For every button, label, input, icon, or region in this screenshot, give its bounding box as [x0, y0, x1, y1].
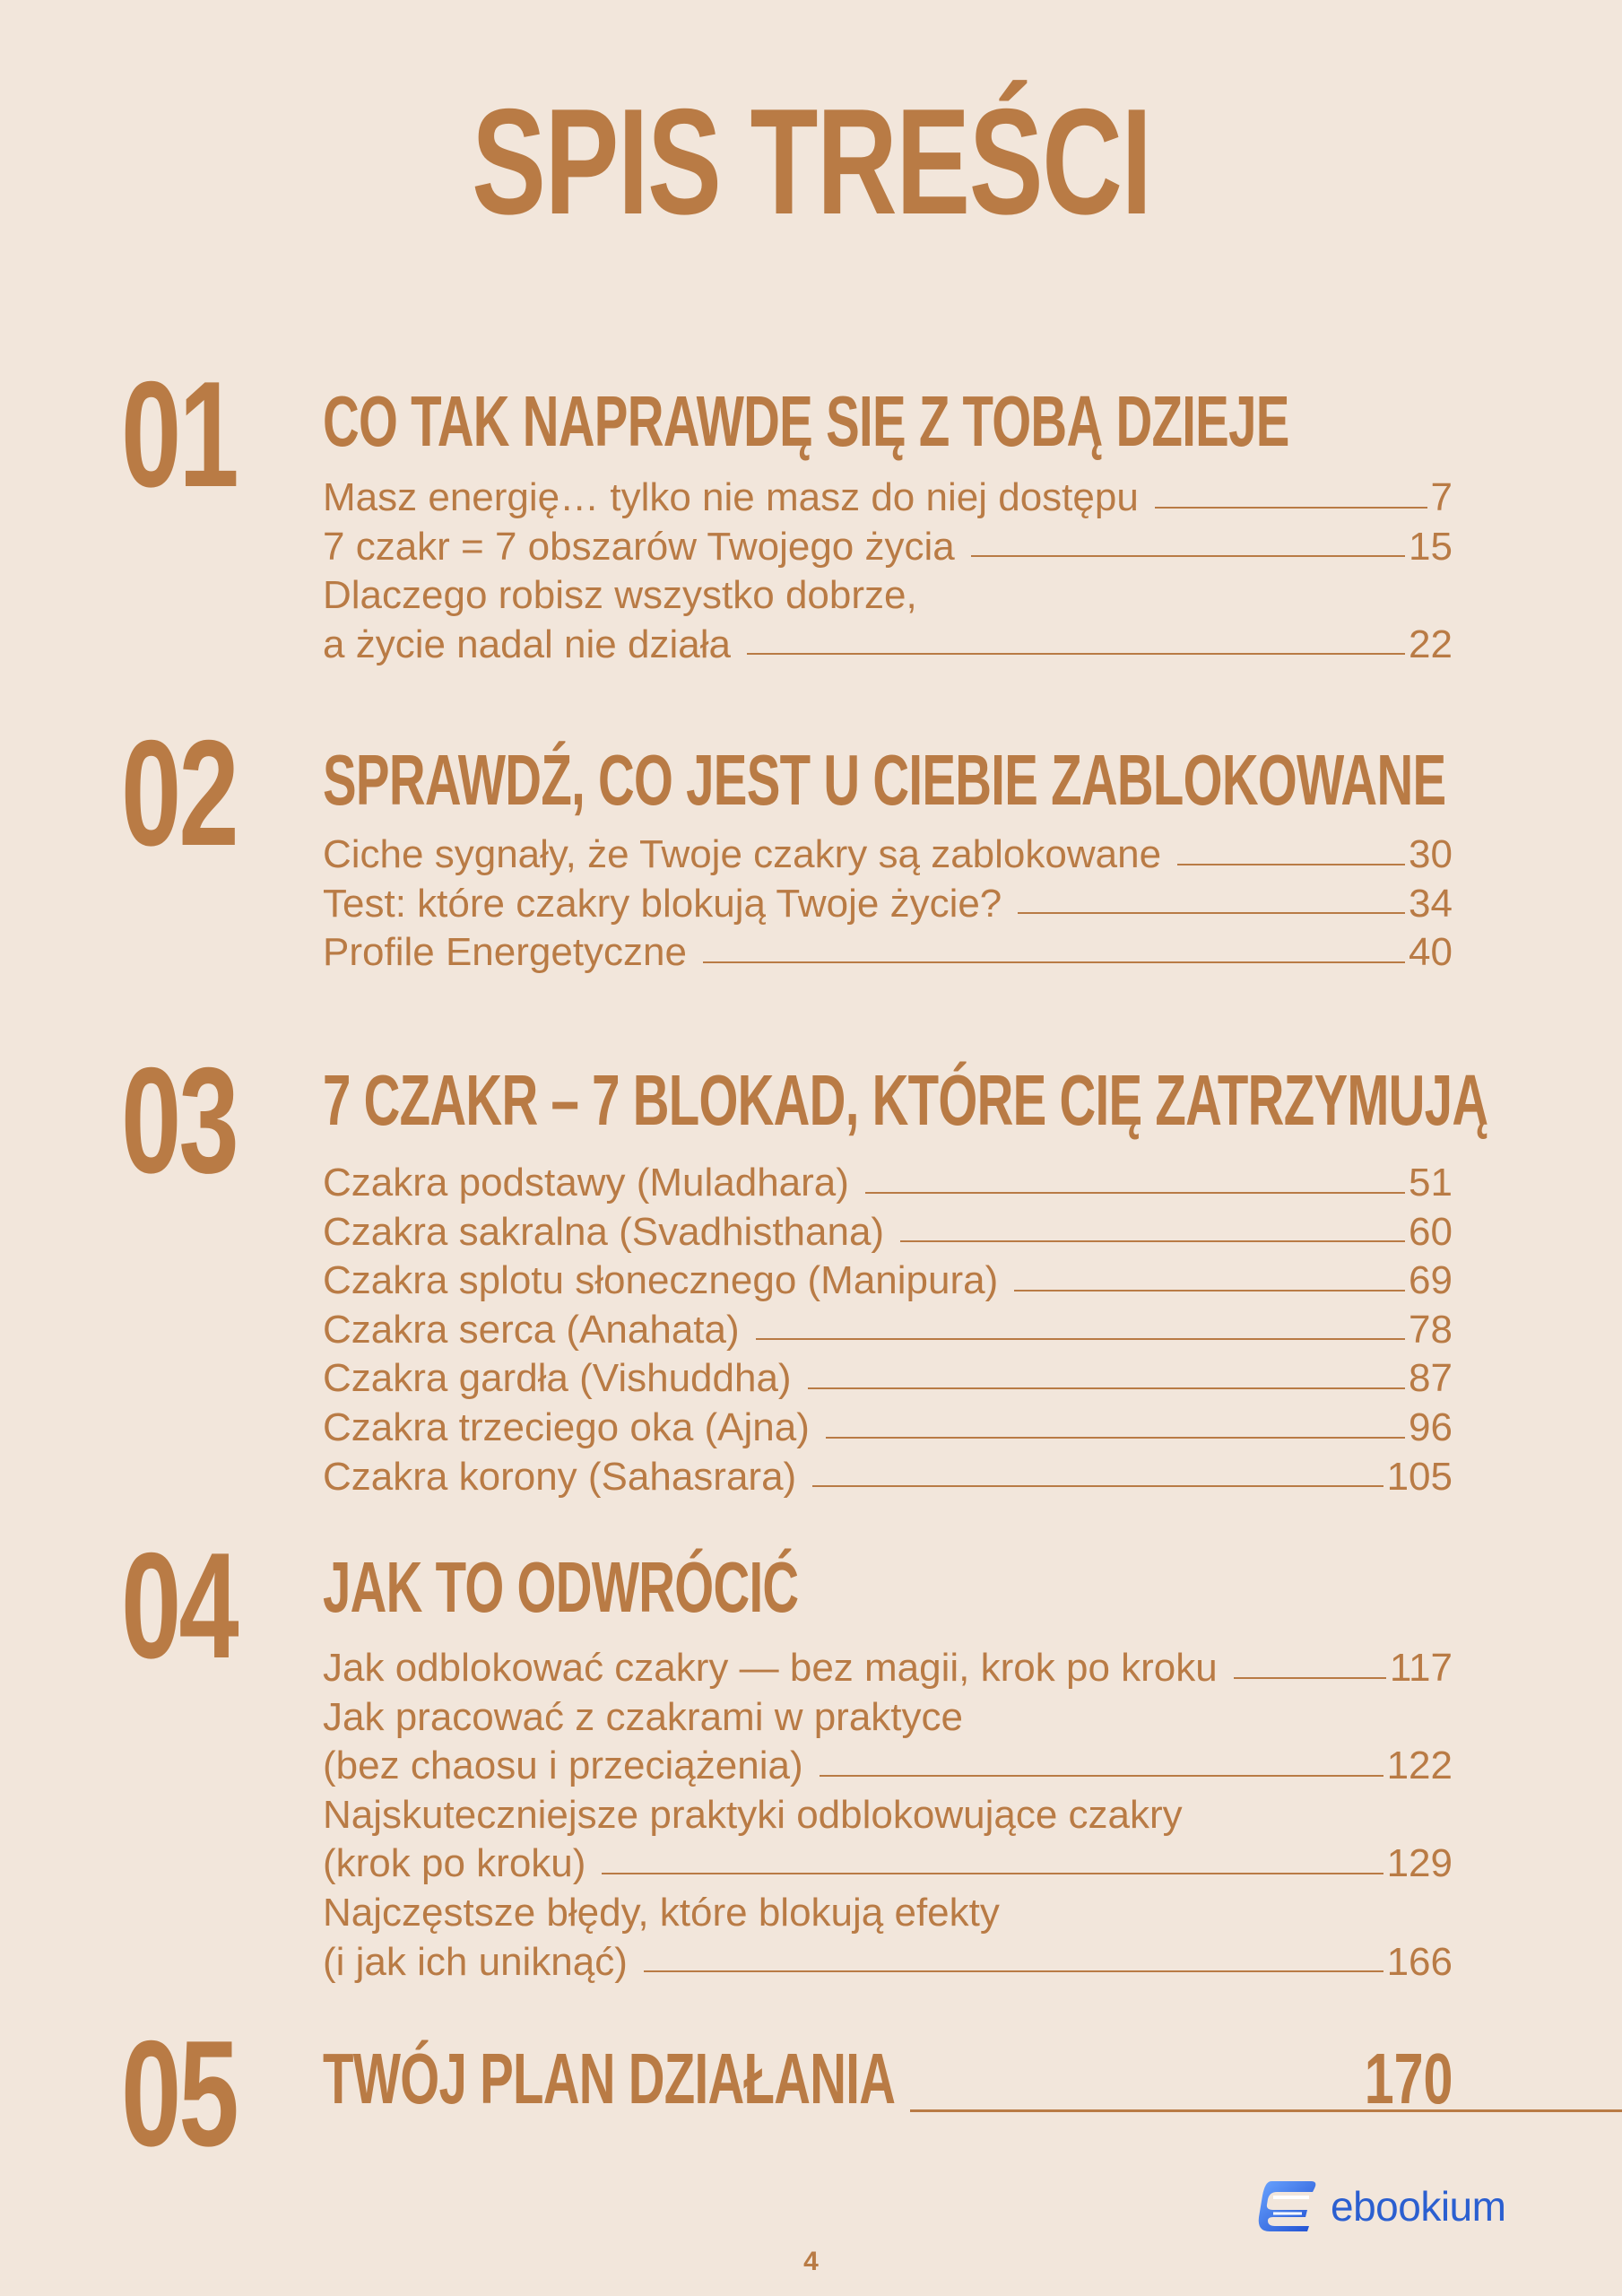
- page-ref: 122: [1386, 1744, 1453, 1788]
- toc-entry-text: 7 czakr = 7 obszarów Twojego życia: [323, 524, 955, 569]
- toc-entry-text: Czakra trzeciego oka (Ajna): [323, 1405, 810, 1449]
- toc-entry-line: [323, 1159, 1453, 1208]
- toc-entry-text: (i jak ich uniknąć): [323, 1939, 628, 1984]
- ebookium-logo-icon: [1255, 2178, 1323, 2235]
- brand-logo: [1255, 2175, 1505, 2238]
- page-ref: 78: [1409, 1307, 1453, 1352]
- toc-entry-line: [323, 831, 1453, 880]
- section-entries: [323, 474, 1453, 669]
- page-number: 4: [803, 2247, 819, 2276]
- toc-entry: [323, 571, 1453, 669]
- dotted-leader: [602, 1873, 1383, 1874]
- toc-entry-line: [323, 1791, 1453, 1840]
- page-ref: 170: [1364, 2039, 1453, 2118]
- dotted-leader: [971, 555, 1405, 557]
- toc-entry-line: [323, 474, 1453, 523]
- dotted-leader: [820, 1775, 1383, 1777]
- dotted-leader: [808, 1387, 1405, 1389]
- page-ref: 40: [1409, 930, 1453, 975]
- toc-entry-line: [323, 571, 1453, 621]
- toc-entry-text: Jak pracować z czakrami w praktyce: [323, 1694, 963, 1739]
- section-entries: [323, 1159, 1453, 1501]
- dotted-leader: [900, 1240, 1405, 1242]
- toc-entry: [323, 1791, 1453, 1889]
- toc-entry-line: [323, 1257, 1453, 1306]
- toc-entry-text: Czakra splotu słonecznego (Manipura): [323, 1258, 999, 1303]
- brand-name: ebookium: [1331, 2183, 1506, 2230]
- toc-entry-text: Jak odblokować czakry — bez magii, krok po kroku: [323, 1646, 1218, 1690]
- section-title: SPRAWDŹ, CO JEST U CIEBIE ZABLOKOWANE: [323, 740, 1446, 820]
- toc-entry: [323, 1453, 1453, 1502]
- page-ref: 34: [1409, 881, 1453, 926]
- toc-entry-line: [323, 1306, 1453, 1355]
- toc-entry-line: [323, 1938, 1453, 1987]
- page-ref: 22: [1409, 622, 1453, 666]
- toc-entry-text: Najczęstsze błędy, które blokują efekty: [323, 1890, 1000, 1935]
- toc-entry-text: Czakra podstawy (Muladhara): [323, 1161, 849, 1205]
- dotted-leader: [756, 1338, 1405, 1340]
- page-ref: 60: [1409, 1209, 1453, 1254]
- section-entries: [323, 831, 1453, 978]
- toc-entry-text: Profile Energetyczne: [323, 930, 687, 975]
- toc-entry-line: [323, 1644, 1453, 1693]
- dotted-leader: [812, 1485, 1383, 1487]
- toc-entry-line: [323, 1889, 1453, 1938]
- toc-entry-text: Najskuteczniejsze praktyki odblokowujące czakry: [323, 1792, 1183, 1837]
- toc-entry-text: Czakra gardła (Vishuddha): [323, 1356, 792, 1401]
- dotted-leader: [910, 2109, 1622, 2112]
- toc-entry-line: [323, 1693, 1453, 1743]
- toc-entry: [323, 1889, 1453, 1987]
- dotted-leader: [703, 961, 1405, 963]
- page-title: SPIS TREŚCI: [471, 77, 1151, 246]
- toc-entry-line: [323, 880, 1453, 929]
- toc-entry-text: (krok po kroku): [323, 1841, 586, 1886]
- page-ref: 117: [1389, 1646, 1453, 1690]
- page-ref: 30: [1409, 832, 1453, 876]
- page-ref: 166: [1386, 1939, 1453, 1984]
- toc-entry-text: Czakra korony (Sahasrara): [323, 1454, 797, 1499]
- section-number: 02: [121, 709, 237, 877]
- dotted-leader: [644, 1970, 1383, 1972]
- dotted-leader: [1014, 1290, 1405, 1292]
- page-ref: 96: [1409, 1405, 1453, 1449]
- toc-entry-text: a życie nadal nie działa: [323, 622, 731, 666]
- toc-entry-text: (bez chaosu i przeciążenia): [323, 1744, 803, 1788]
- toc-entry-line: [323, 928, 1453, 978]
- section-number: 01: [121, 350, 237, 518]
- toc-entry-text: Dlaczego robisz wszystko dobrze,: [323, 573, 917, 618]
- dotted-leader: [1018, 912, 1405, 914]
- section-title: CO TAK NAPRAWDĘ SIĘ Z TOBĄ DZIEJE: [323, 381, 1289, 461]
- section-title: 7 CZAKR – 7 BLOKAD, KTÓRE CIĘ ZATRZYMUJĄ: [323, 1060, 1488, 1140]
- toc-entry: [323, 1257, 1453, 1306]
- toc-entry-line: [323, 621, 1453, 670]
- toc-entry: [323, 928, 1453, 978]
- dotted-leader: [1155, 507, 1427, 509]
- section-title: JAK TO ODWRÓCIĆ: [323, 1547, 799, 1627]
- toc-entry: [323, 880, 1453, 929]
- final-section-row: [323, 2034, 1453, 2124]
- dotted-leader: [1177, 864, 1405, 865]
- toc-entry-line: [323, 1404, 1453, 1453]
- dotted-leader: [747, 653, 1405, 655]
- section-number: 04: [121, 1521, 237, 1690]
- toc-entry: [323, 523, 1453, 572]
- toc-entry-text: Czakra sakralna (Svadhisthana): [323, 1209, 885, 1254]
- toc-entry: [323, 1693, 1453, 1791]
- toc-entry-line: [323, 1208, 1453, 1257]
- page-ref: 87: [1409, 1356, 1453, 1401]
- page-ref: 51: [1409, 1161, 1453, 1205]
- section-title: TWÓJ PLAN DZIAŁANIA: [323, 2039, 896, 2118]
- toc-entry-line: [323, 1453, 1453, 1502]
- dotted-leader: [865, 1192, 1405, 1194]
- page-ref: 7: [1430, 475, 1453, 519]
- toc-entry: [323, 1354, 1453, 1404]
- toc-entry: [323, 831, 1453, 880]
- toc-entry-text: Test: które czakry blokują Twoje życie?: [323, 881, 1002, 926]
- page-ref: 105: [1386, 1454, 1453, 1499]
- section-number: 03: [121, 1036, 237, 1205]
- toc-entry: [323, 1644, 1453, 1693]
- toc-entry: [323, 1159, 1453, 1208]
- toc-entry-line: [323, 1354, 1453, 1404]
- page-ref: 15: [1409, 524, 1453, 569]
- toc-entry: [323, 1404, 1453, 1453]
- toc-entry-line: [323, 1742, 1453, 1791]
- section-number: 05: [121, 2009, 237, 2178]
- page-ref: 69: [1409, 1258, 1453, 1303]
- toc-entry-text: Czakra serca (Anahata): [323, 1307, 740, 1352]
- toc-entry: [323, 474, 1453, 523]
- page-ref: 129: [1386, 1841, 1453, 1886]
- dotted-leader: [826, 1437, 1405, 1439]
- toc-entry: [323, 1208, 1453, 1257]
- toc-entry: [323, 1306, 1453, 1355]
- section-entries: [323, 1644, 1453, 1987]
- toc-entry-text: Masz energię… tylko nie masz do niej dostępu: [323, 475, 1139, 519]
- toc-entry-line: [323, 1839, 1453, 1889]
- toc-entry-text: Ciche sygnały, że Twoje czakry są zablokowane: [323, 832, 1162, 876]
- toc-entry-line: [323, 523, 1453, 572]
- dotted-leader: [1234, 1677, 1386, 1679]
